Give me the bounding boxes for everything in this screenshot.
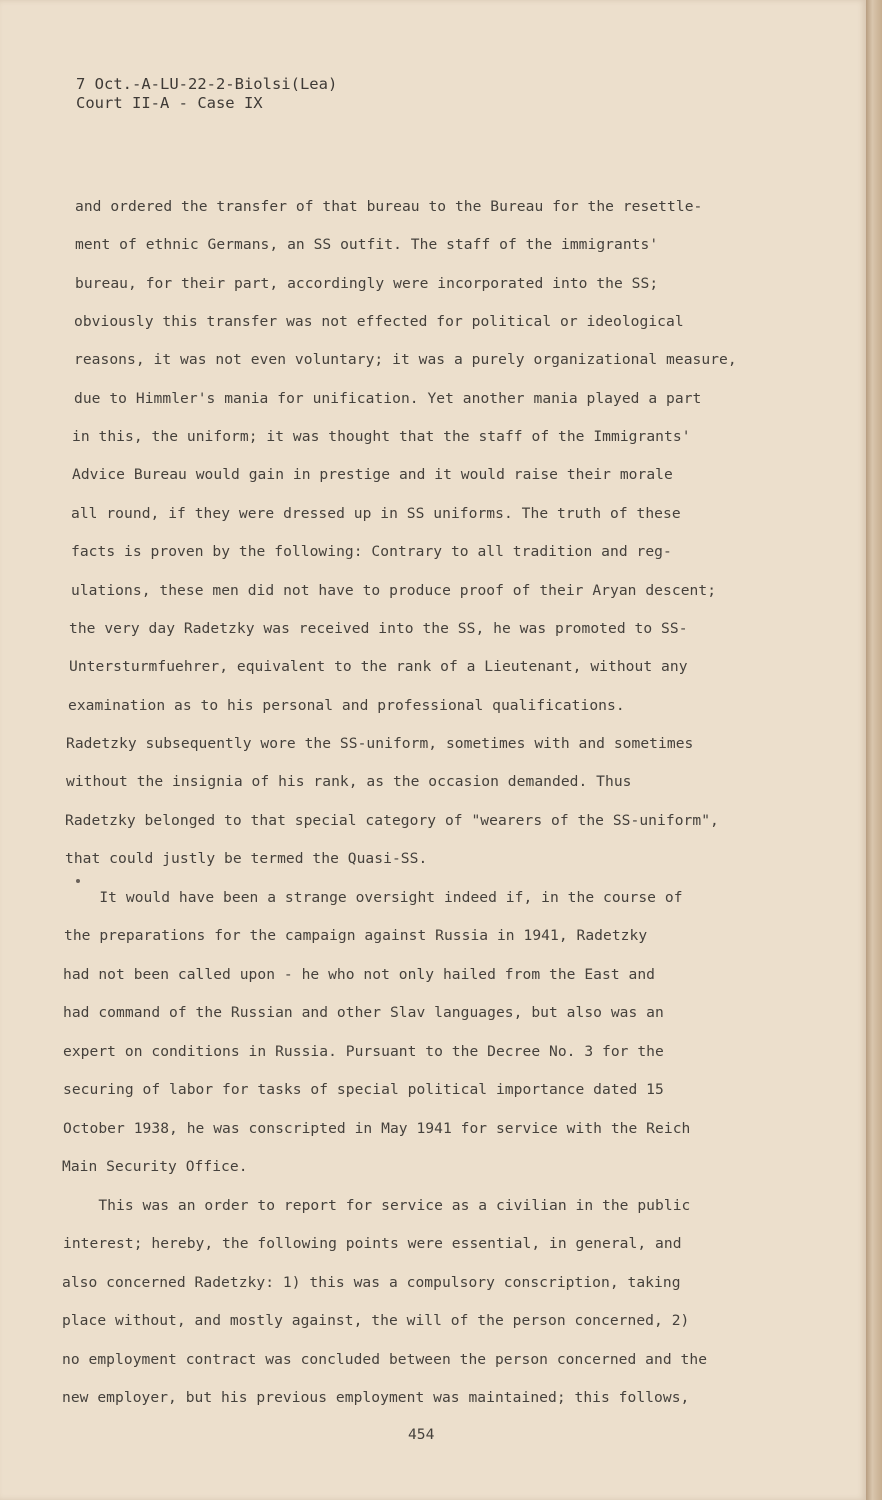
body-line: also concerned Radetzky: 1) this was a compulsory conscription, taking [62, 1274, 681, 1291]
body-line: securing of labor for tasks of special political importance dated 15 [63, 1081, 664, 1098]
body-line: and ordered the transfer of that bureau to the Bureau for the resettle- [75, 198, 703, 215]
body-line: Main Security Office. [62, 1158, 248, 1175]
body-line: the very day Radetzky was received into the SS, he was promoted to SS- [69, 620, 688, 637]
body-line: that could justly be termed the Quasi-SS. [65, 850, 428, 867]
body-line: ulations, these men did not have to produce proof of their Aryan descent; [71, 582, 717, 599]
body-line: had not been called upon - he who not only hailed from the East and [63, 966, 656, 983]
body-line: ment of ethnic Germans, an SS outfit. The staff of the immigrants' [75, 236, 659, 253]
body-line: facts is proven by the following: Contrary to all tradition and reg- [71, 543, 672, 560]
body-line: without the insignia of his rank, as the occasion demanded. Thus [66, 773, 632, 790]
header-reference-line: 7 Oct.-A-LU-22-2-Biolsi(Lea) [76, 75, 338, 93]
body-line: Untersturmfuehrer, equivalent to the rank of a Lieutenant, without any [69, 658, 688, 675]
body-line: the preparations for the campaign against Russia in 1941, Radetzky [64, 927, 648, 944]
body-line: interest; hereby, the following points were essential, in general, and [63, 1235, 682, 1252]
document-header [76, 75, 337, 113]
body-line: Radetzky belonged to that special category of "wearers of the SS-uniform", [65, 812, 719, 829]
body-line: bureau, for their part, accordingly were incorporated into the SS; [75, 275, 659, 292]
body-line: Advice Bureau would gain in prestige and it would raise their morale [72, 466, 673, 483]
margin-dot-mark [76, 879, 80, 883]
body-line: Radetzky subsequently wore the SS-uniform, sometimes with and sometimes [66, 735, 694, 752]
body-line: new employer, but his previous employment was maintained; this follows, [62, 1389, 690, 1406]
body-line: It would have been a strange oversight indeed if, in the course of [64, 889, 683, 906]
body-line: This was an order to report for service as a civilian in the public [63, 1197, 691, 1214]
body-line: had command of the Russian and other Slav languages, but also was an [63, 1004, 664, 1021]
body-line: in this, the uniform; it was thought that the staff of the Immigrants' [72, 428, 691, 445]
page-number: 454 [408, 1426, 435, 1443]
body-line: examination as to his personal and professional qualifications. [68, 697, 625, 714]
body-line: obviously this transfer was not effected for political or ideological [74, 313, 684, 330]
body-line: reasons, it was not even voluntary; it was a purely organizational measure, [74, 351, 737, 368]
body-line: place without, and mostly against, the will of the person concerned, 2) [62, 1312, 690, 1329]
body-line: due to Himmler's mania for unification. Yet another mania played a part [74, 390, 702, 407]
page-edge-strip [866, 0, 882, 1500]
body-line: October 1938, he was conscripted in May 1941 for service with the Reich [63, 1120, 691, 1137]
body-line: expert on conditions in Russia. Pursuant to the Decree No. 3 for the [63, 1043, 664, 1060]
body-line: all round, if they were dressed up in SS uniforms. The truth of these [71, 505, 681, 522]
body-line: no employment contract was concluded between the person concerned and the [62, 1351, 708, 1368]
header-court-line: Court II-A - Case IX [76, 94, 263, 112]
